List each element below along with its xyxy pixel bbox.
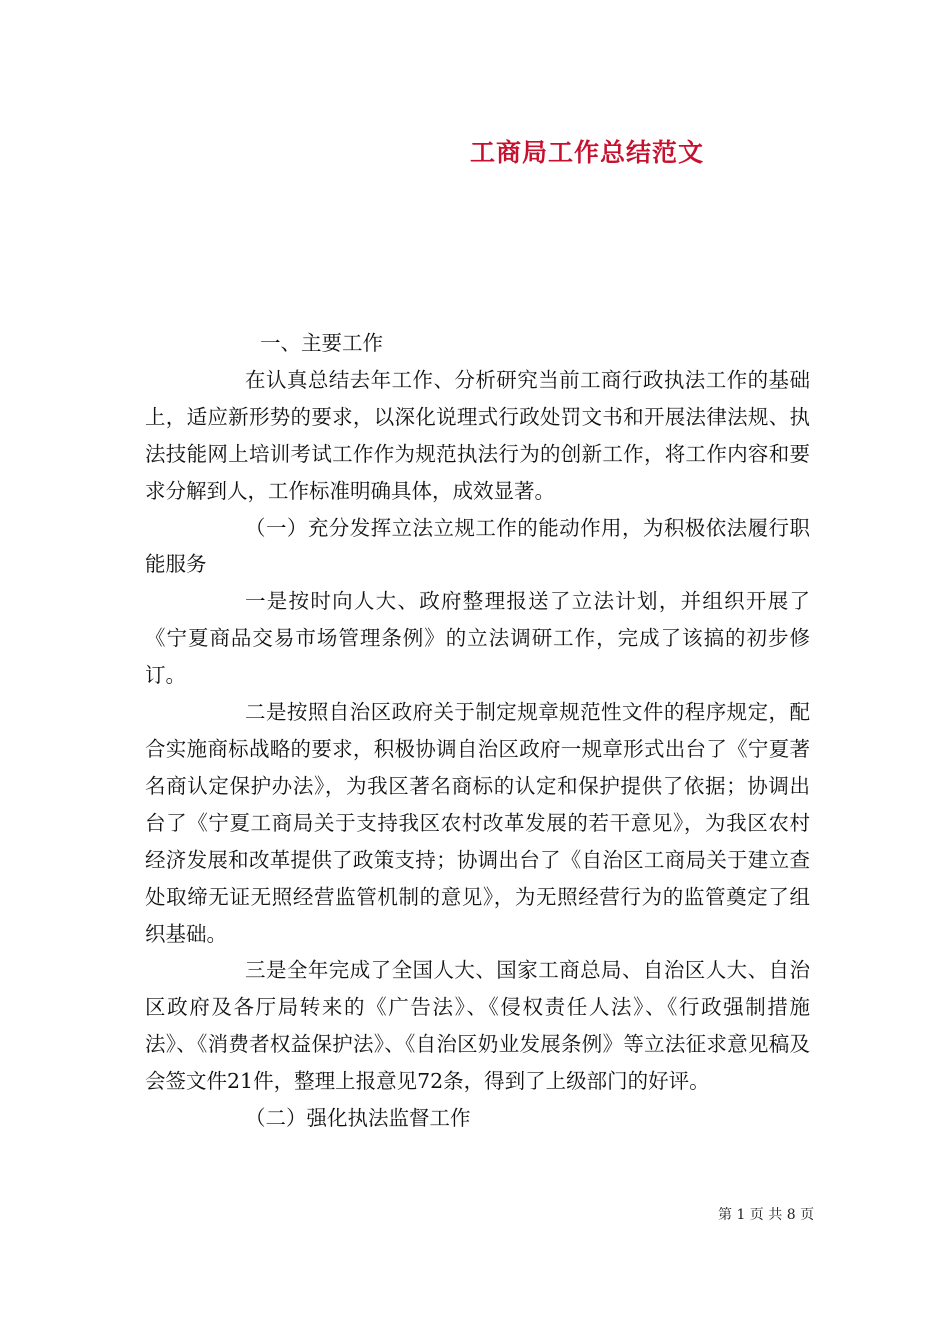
document-title: 工商局工作总结范文	[470, 138, 705, 167]
document-body	[145, 325, 810, 1137]
paragraph-item-three: 三是全年完成了全国人大、国家工商总局、自治区人大、自治区政府及各厅局转来的《广告法》、《侵权责任人法》、《行政强制措施法》、《消费者权益保护法》、《自治区奶业发展条例》等立法征求意见稿及会签文件21件，整理上报意见72条，得到了上级部门的好评。	[145, 958, 810, 1094]
paragraph-item-one: 一是按时向人大、政府整理报送了立法计划，并组织开展了《宁夏商品交易市场管理条例》的立法调研工作，完成了该搞的初步修订。	[145, 589, 810, 688]
page-number-footer: 第 1 页 共 8 页	[718, 1207, 815, 1223]
paragraph-item-two: 二是按照自治区政府关于制定规章规范性文件的程序规定，配合实施商标战略的要求，积极协调自治区政府一规章形式出台了《宁夏著名商认定保护办法》，为我区著名商标的认定和保护提供了依据；协调出台了《宁夏工商局关于支持我区农村改革发展的若干意见》，为我区农村经济发展和改革提供了政策支持；协调出台了《自治区工商局关于建立查处取缔无证无照经营监管机制的意见》，为无照经营行为的监管奠定了组织基础。	[145, 700, 810, 946]
section-heading-main-work: 一、主要工作	[260, 331, 383, 355]
paragraph-intro: 在认真总结去年工作、分析研究当前工商行政执法工作的基础上，适应新形势的要求，以深化说理式行政处罚文书和开展法律法规、执法技能网上培训考试工作作为规范执法行为的创新工作，将工作内容和要求分解到人，工作标准明确具体，成效显著。	[145, 367, 810, 503]
subsection-heading-legislation: （一）充分发挥立法立规工作的能动作用，为积极依法履行职能服务	[145, 515, 810, 577]
subsection-heading-supervision: （二）强化执法监督工作	[245, 1106, 471, 1131]
